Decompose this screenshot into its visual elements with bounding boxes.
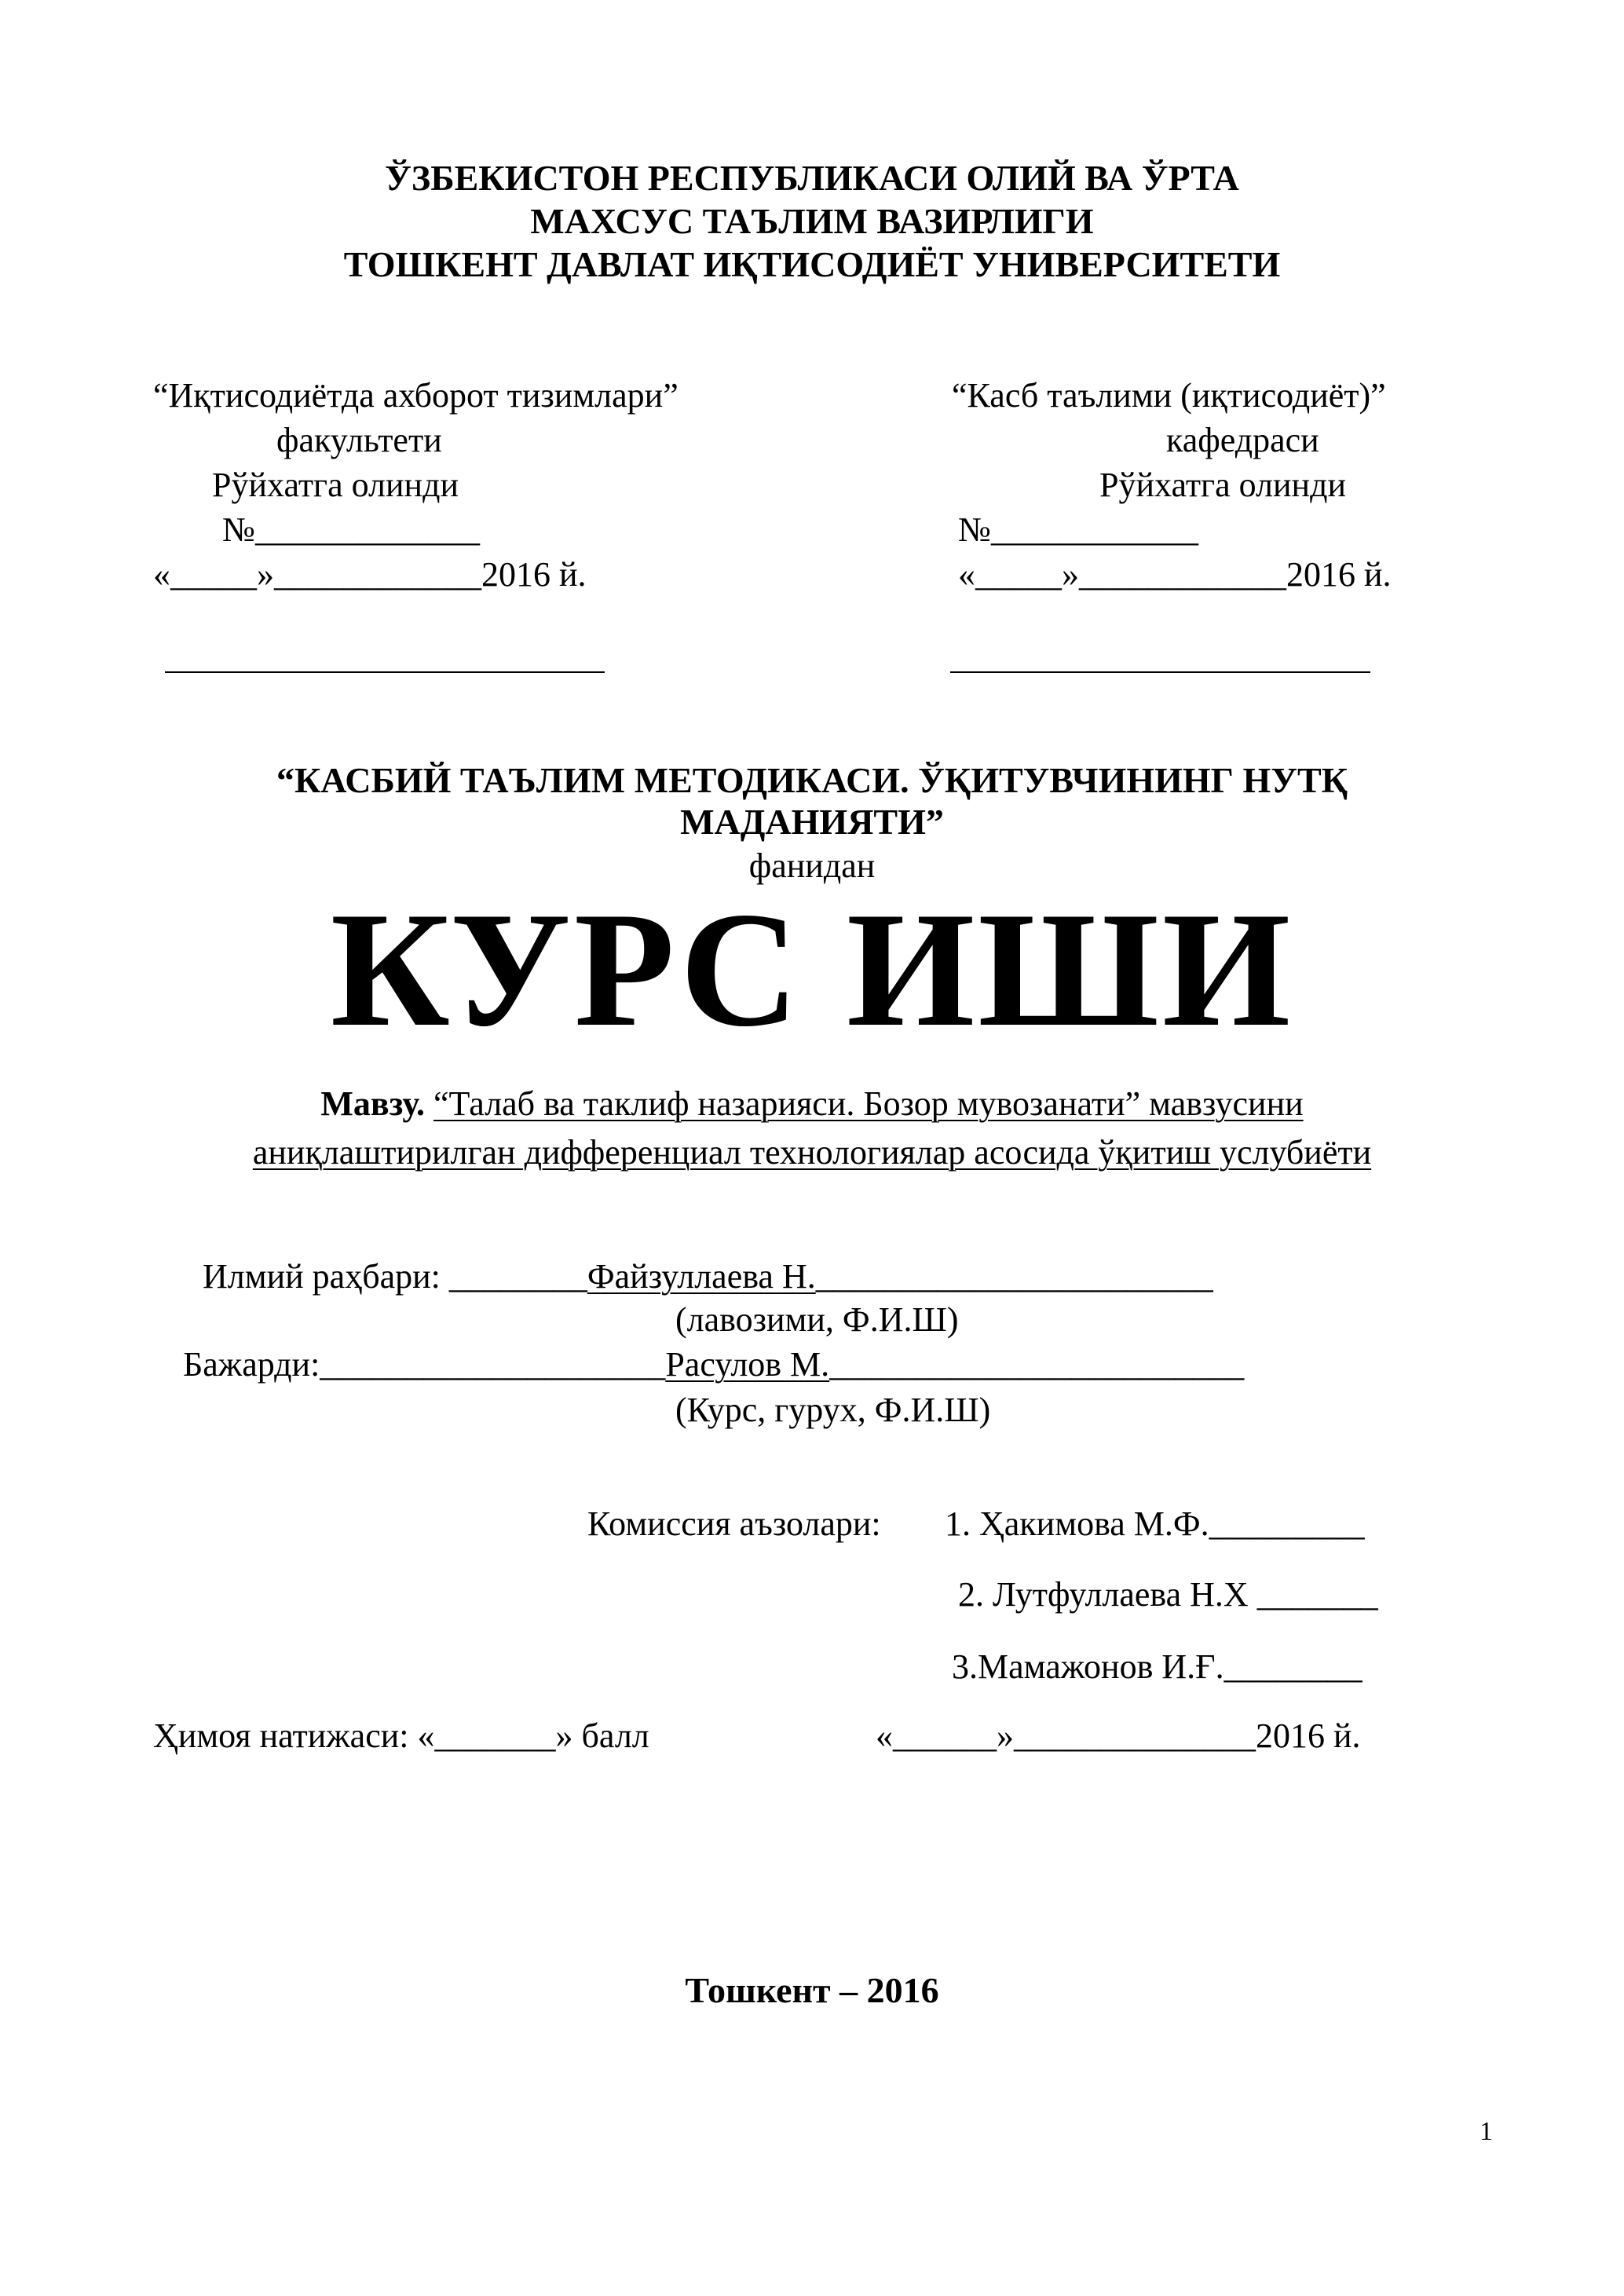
topic-text-1: “Талаб ва таклиф назарияси. Бозор мувозанати” мавзусини [433,1084,1304,1123]
faculty-word: факультети [276,421,442,459]
performer-label: Бажарди [183,1345,311,1384]
supervisor-suffix-blank: _______________________ [815,1257,1213,1296]
department-word: кафедраси [1166,421,1319,459]
performer-line [183,1344,1244,1385]
commission-label: Комиссия аъзолари: [587,1504,881,1543]
department-name: “Касб таълими (иқтисодиёт)” [952,376,1386,415]
commission-member-1: 1. Ҳакимова М.Ф._________ [945,1504,1365,1543]
commission-member-3: 3.Мамажонов И.Ғ.________ [952,1647,1362,1686]
performer-suffix-blank: ________________________ [829,1345,1245,1384]
left-signature-line [165,671,605,673]
subject-line-1: “КАСБИЙ ТАЪЛИМ МЕТОДИКАСИ. ЎҚИТУВЧИНИНГ НУТҚ [276,760,1348,800]
page-number: 1 [1480,2117,1493,2146]
subject-suffix: фанидан [748,846,876,885]
university-name: ТОШКЕНТ ДАВЛАТ ИҚТИСОДИЁТ УНИВЕРСИТЕТИ [343,244,1281,284]
supervisor-prefix-blank: ________ [448,1257,587,1296]
defense-date: «______»______________2016 й. [876,1717,1361,1755]
commission-member-2: 2. Лутфуллаева Н.Х _______ [958,1575,1378,1614]
performer-prefix-blank: :____________________ [310,1345,666,1384]
topic-line-2: аниқлаштирилган дифференциал технологиялар асосида ўқитиш услубиёти [252,1133,1372,1172]
supervisor-caption: (лавозими, Ф.И.Ш) [675,1300,959,1339]
right-signature-line [950,671,1370,673]
city-year: Тошкент – 2016 [685,1970,939,2010]
right-number: №____________ [958,510,1198,549]
left-number: №_____________ [222,510,480,549]
topic-line-1 [0,1084,1624,1124]
ministry-line-2: МАХСУС ТАЪЛИМ ВАЗИРЛИГИ [530,201,1094,241]
subject-line-2: МАДАНИЯТИ” [680,802,944,842]
left-registered: Рўйхатга олинди [212,466,459,504]
performer-name: Расулов М. [665,1345,830,1384]
right-date: «_____»____________2016 й. [958,555,1392,594]
right-registered: Рўйхатга олинди [1099,466,1347,504]
left-date: «_____»____________2016 й. [153,555,587,594]
ministry-line-1: ЎЗБЕКИСТОН РЕСПУБЛИКАСИ ОЛИЙ ВА ЎРТА [385,158,1239,198]
faculty-name: “Иқтисодиётда ахборот тизимлари” [153,376,678,415]
topic-label: Мавзу. [320,1084,425,1123]
supervisor-label: Илмий раҳбари: [203,1257,449,1296]
defense-result: Ҳимоя натижаси: «_______» балл [153,1717,649,1755]
supervisor-name: Файзуллаева Н. [587,1257,816,1296]
supervisor-line [203,1256,1213,1297]
document-title: КУРС ИШИ [330,879,1294,1061]
performer-caption: (Курс, гурух, Ф.И.Ш) [675,1391,991,1429]
